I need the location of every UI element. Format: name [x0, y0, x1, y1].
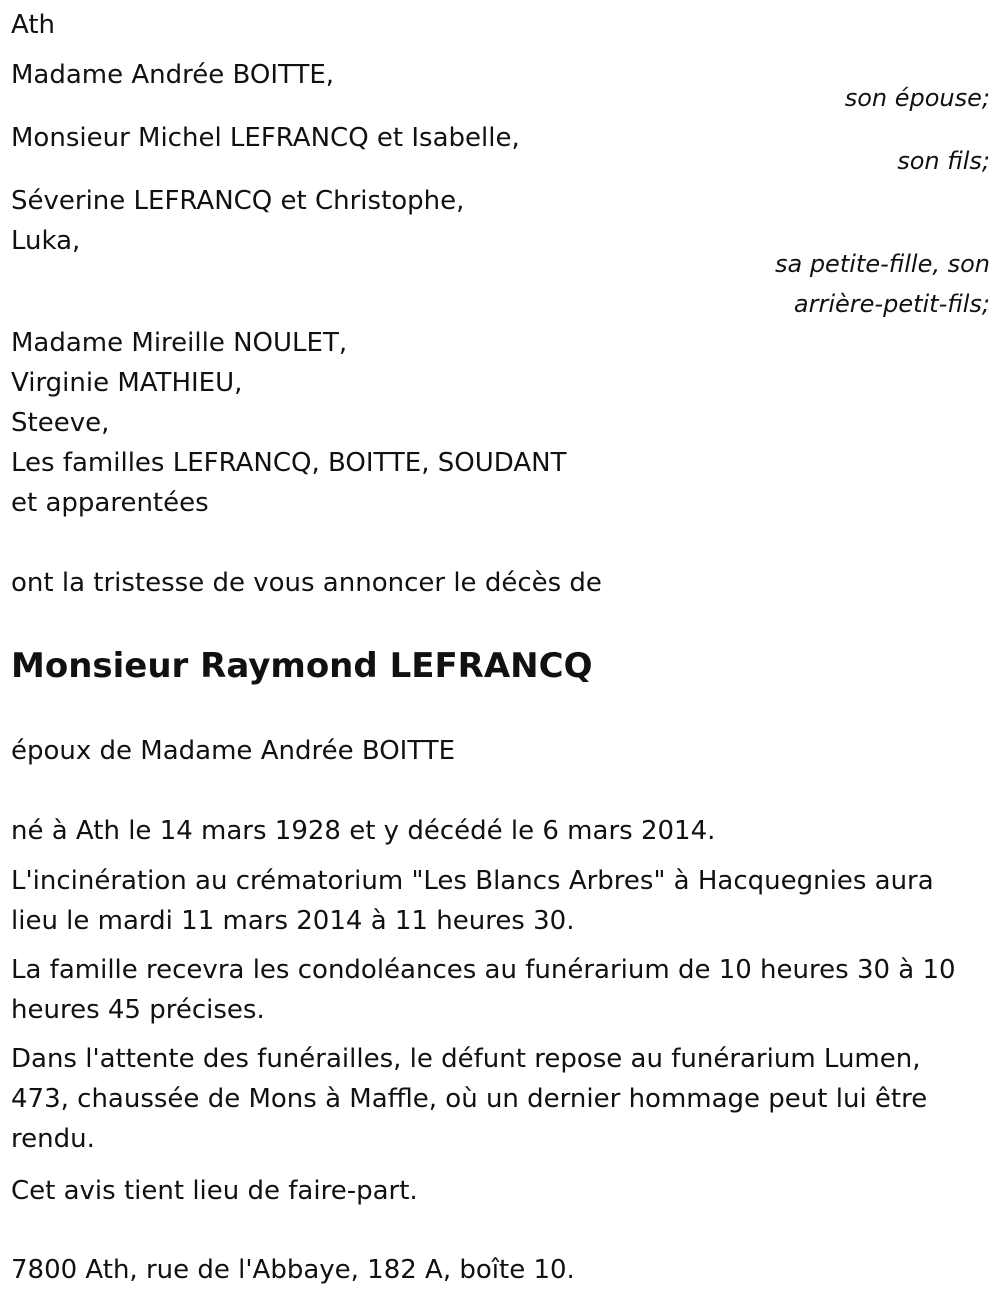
notice-line: Cet avis tient lieu de faire-part. — [11, 1176, 418, 1206]
family-member-name: Monsieur Michel LEFRANCQ et Isabelle, — [11, 123, 520, 153]
address-line: 7800 Ath, rue de l'Abbaye, 182 A, boîte 10. — [11, 1255, 575, 1285]
family-member-name: Madame Andrée BOITTE, — [11, 60, 335, 90]
family-member-name: Virginie MATHIEU, — [11, 368, 243, 398]
family-relation: arrière-petit-fils; — [793, 290, 990, 318]
funeral-home-paragraph: Dans l'attente des funérailles, le défunt repose au funérarium Lumen, 473, chaussée de Mons à Maffle, où un dernier hommage peut lui être rendu. — [11, 1044, 928, 1154]
spouse-line: époux de Madame Andrée BOITTE — [11, 736, 456, 766]
family-relation: son fils; — [897, 147, 990, 175]
announcement-text: ont la tristesse de vous annoncer le décès de — [11, 568, 602, 598]
city: Ath — [11, 10, 56, 40]
family-member-name: Luka, — [11, 226, 81, 256]
family-member-name: Séverine LEFRANCQ et Christophe, — [11, 186, 465, 216]
deceased-name: Monsieur Raymond LEFRANCQ — [11, 646, 593, 686]
family-relation: son épouse; — [844, 84, 990, 112]
condolences-paragraph: La famille recevra les condoléances au funérarium de 10 heures 30 à 10 heures 45 précises. — [11, 955, 956, 1025]
family-member-name: et apparentées — [11, 488, 209, 518]
birth-death-line: né à Ath le 14 mars 1928 et y décédé le 6 mars 2014. — [11, 816, 716, 846]
family-member-name: Madame Mireille NOULET, — [11, 328, 348, 358]
family-member-name: Steeve, — [11, 408, 110, 438]
family-relation: sa petite-fille, son — [774, 250, 990, 278]
family-member-name: Les familles LEFRANCQ, BOITTE, SOUDANT — [11, 448, 567, 478]
cremation-paragraph: L'incinération au crématorium "Les Blancs Arbres" à Hacquegnies aura lieu le mardi 11 mars 2014 à 11 heures 30. — [11, 866, 934, 936]
